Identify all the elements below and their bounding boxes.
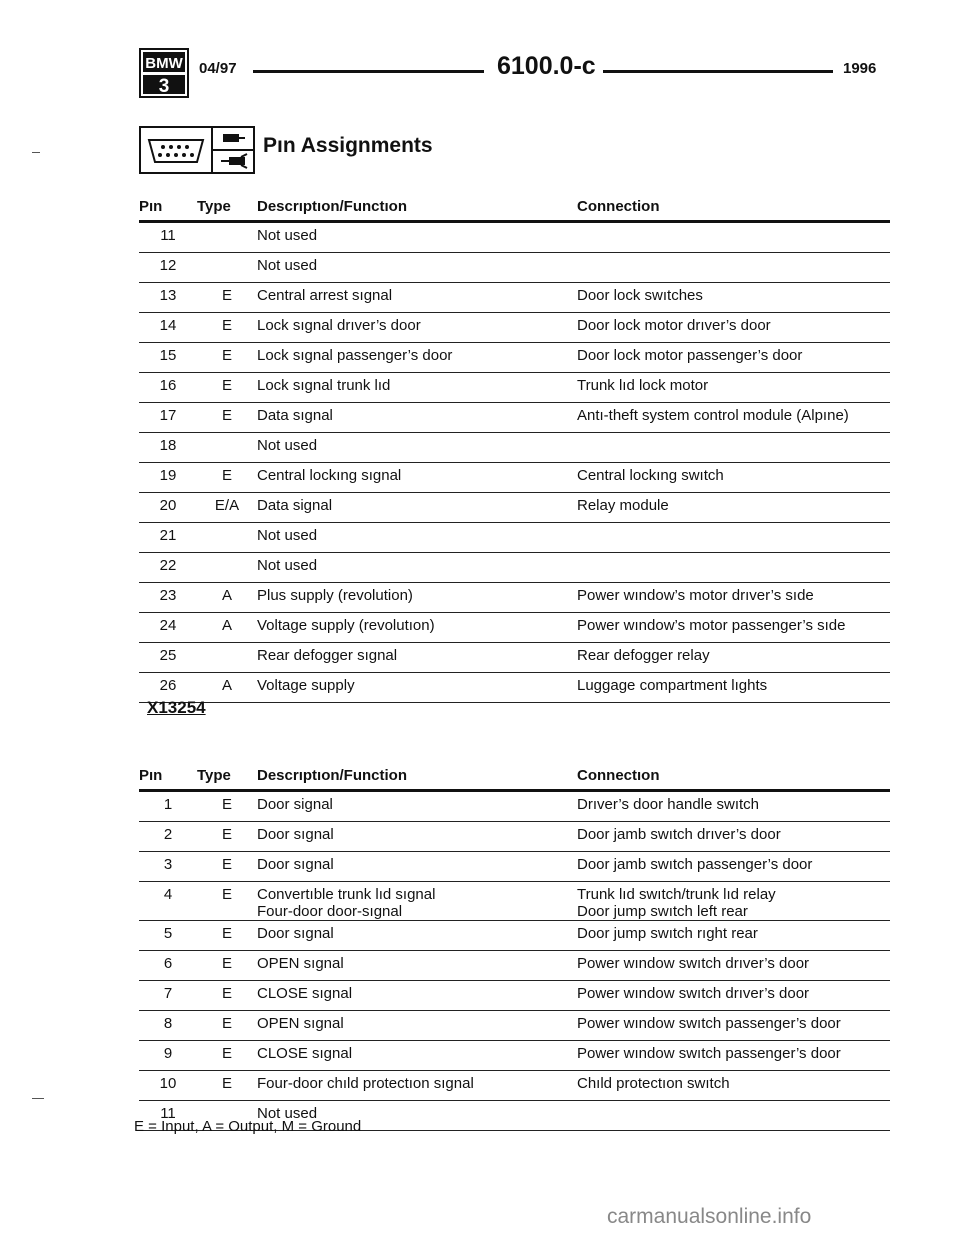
legend: E = Input, A = Output, M = Ground xyxy=(134,1118,362,1135)
type-cell: E xyxy=(197,791,257,822)
pin-cell: 25 xyxy=(139,643,197,673)
type-cell: E xyxy=(197,1041,257,1071)
table-row xyxy=(139,403,890,433)
connection-cell: Central lockıng swıtch xyxy=(577,463,890,493)
watermark: carmanualsonline.info xyxy=(607,1205,812,1228)
pin-cell: 22 xyxy=(139,553,197,583)
pin-cell: 18 xyxy=(139,433,197,463)
pin-cell: 13 xyxy=(139,283,197,313)
section-title: Pın Assignments xyxy=(263,134,433,157)
table-header-row xyxy=(139,196,890,222)
table-row xyxy=(139,433,890,463)
description-cell: OPEN sıgnal xyxy=(257,1011,577,1041)
type-cell xyxy=(197,553,257,583)
connection-cell: Luggage compartment lıghts xyxy=(577,673,890,703)
pin-cell: 5 xyxy=(139,921,197,951)
description-cell: Door sıgnal xyxy=(257,921,577,951)
pin-cell: 21 xyxy=(139,523,197,553)
table-row xyxy=(139,981,890,1011)
type-cell: A xyxy=(197,613,257,643)
pin-cell: 1 xyxy=(139,791,197,822)
type-cell: E xyxy=(197,1071,257,1101)
pin-cell: 2 xyxy=(139,822,197,852)
type-cell: E xyxy=(197,822,257,852)
table-row xyxy=(139,373,890,403)
table-header-row xyxy=(139,765,890,791)
header-rule xyxy=(253,70,484,73)
connector-icon xyxy=(139,126,213,174)
svg-text:3: 3 xyxy=(158,76,170,97)
connection-cell: Power wındow’s motor passenger’s sıde xyxy=(577,613,890,643)
col-pin: Pın xyxy=(139,766,163,784)
table-row xyxy=(139,882,890,921)
connection-cell xyxy=(577,222,890,253)
table-row xyxy=(139,222,890,253)
pin-assignment-table-1 xyxy=(139,196,890,703)
table-row xyxy=(139,283,890,313)
connection-cell: Power wındow’s motor drıver’s sıde xyxy=(577,583,890,613)
table-row xyxy=(139,822,890,852)
description-cell: CLOSE sıgnal xyxy=(257,981,577,1011)
pin-cell: 3 xyxy=(139,852,197,882)
description-cell: Door sıgnal xyxy=(257,852,577,882)
pin-cell: 6 xyxy=(139,951,197,981)
connection-cell: Door lock swıtches xyxy=(577,283,890,313)
description-cell: Not used xyxy=(257,253,577,283)
pin-cell: 14 xyxy=(139,313,197,343)
type-cell: E xyxy=(197,882,257,921)
type-cell: E xyxy=(197,313,257,343)
type-cell xyxy=(197,643,257,673)
description-cell: Door signal xyxy=(257,791,577,822)
table-row xyxy=(139,493,890,523)
type-cell: E xyxy=(197,403,257,433)
type-cell xyxy=(197,222,257,253)
table-row xyxy=(139,643,890,673)
description-cell: OPEN sıgnal xyxy=(257,951,577,981)
description-cell: CLOSE sıgnal xyxy=(257,1041,577,1071)
type-cell: E xyxy=(197,463,257,493)
connection-cell xyxy=(577,553,890,583)
table-row xyxy=(139,313,890,343)
description-cell: Four-door chıld protectıon sıgnal xyxy=(257,1071,577,1101)
pin-cell: 10 xyxy=(139,1071,197,1101)
description-cell: Not used xyxy=(257,553,577,583)
type-cell: E xyxy=(197,343,257,373)
bmw-3-series-logo-icon xyxy=(139,48,189,98)
connection-cell xyxy=(577,1101,890,1131)
connection-cell: Door jamb swıtch passenger’s door xyxy=(577,852,890,882)
table-row xyxy=(139,583,890,613)
table-row xyxy=(139,921,890,951)
type-cell xyxy=(197,433,257,463)
table-row xyxy=(139,1071,890,1101)
pin-cell: 26 xyxy=(139,673,197,703)
connection-cell: Power wındow swıtch passenger’s door xyxy=(577,1011,890,1041)
connection-cell: Power wındow swıtch drıver’s door xyxy=(577,981,890,1011)
description-cell: Lock sıgnal trunk lıd xyxy=(257,373,577,403)
table-row xyxy=(139,791,890,822)
type-cell: E xyxy=(197,921,257,951)
type-cell xyxy=(197,523,257,553)
description-cell: Not used xyxy=(257,523,577,553)
connection-cell xyxy=(577,523,890,553)
description-cell: Rear defogger sıgnal xyxy=(257,643,577,673)
pin-cell: 7 xyxy=(139,981,197,1011)
svg-text:BMW: BMW xyxy=(145,55,183,72)
type-cell: E xyxy=(197,1011,257,1041)
connection-cell: Antı-theft system control module (Alpıne) xyxy=(577,403,890,433)
description-cell: Lock sıgnal drıver’s door xyxy=(257,313,577,343)
type-cell: E/A xyxy=(197,493,257,523)
type-cell: E xyxy=(197,852,257,882)
description-cell: Not used xyxy=(257,433,577,463)
col-connection: Connectıon xyxy=(577,766,660,784)
pin-cell: 9 xyxy=(139,1041,197,1071)
col-pin: Pın xyxy=(139,197,163,215)
page-header xyxy=(0,48,960,98)
description-cell: Door sıgnal xyxy=(257,822,577,852)
margin-mark xyxy=(32,152,40,153)
connection-cell: Chıld protectıon swıtch xyxy=(577,1071,890,1101)
col-description: Descrıptıon/Function xyxy=(257,766,407,784)
connection-cell: Trunk lıd lock motor xyxy=(577,373,890,403)
connection-cell: Power wındow swıtch drıver’s door xyxy=(577,951,890,981)
type-cell: E xyxy=(197,981,257,1011)
pin-cell: 15 xyxy=(139,343,197,373)
document-number: 6100.0-c xyxy=(497,52,596,80)
connector-label: X13254 xyxy=(147,698,206,717)
connection-cell: Drıver’s door handle swıtch xyxy=(577,791,890,822)
connection-cell: Relay module xyxy=(577,493,890,523)
pin-cell: 17 xyxy=(139,403,197,433)
connection-cell: Door lock motor passenger’s door xyxy=(577,343,890,373)
pin-cell: 11 xyxy=(139,1101,197,1131)
header-date: 04/97 xyxy=(199,60,237,77)
type-cell: A xyxy=(197,673,257,703)
description-cell: Voltage supply xyxy=(257,673,577,703)
connection-cell: Door jump swıtch rıght rear xyxy=(577,921,890,951)
description-cell: Not used xyxy=(257,222,577,253)
col-type: Type xyxy=(197,197,231,215)
description-cell: Central lockıng sıgnal xyxy=(257,463,577,493)
table-row xyxy=(139,673,890,703)
type-cell: E xyxy=(197,373,257,403)
pin-cell: 20 xyxy=(139,493,197,523)
table-row xyxy=(139,951,890,981)
type-cell: E xyxy=(197,951,257,981)
table-row xyxy=(139,463,890,493)
pin-assignment-table-2 xyxy=(139,765,890,1131)
pin-cell: 24 xyxy=(139,613,197,643)
description-cell: Central arrest sıgnal xyxy=(257,283,577,313)
table-row xyxy=(139,613,890,643)
connection-cell: Trunk lıd swıtch/trunk lıd relay Door jump swıtch left rear xyxy=(577,882,890,921)
col-description: Descrıptıon/Functıon xyxy=(257,197,407,215)
table-row xyxy=(139,253,890,283)
description-cell: Plus supply (revolution) xyxy=(257,583,577,613)
table-row xyxy=(139,343,890,373)
table-row xyxy=(139,553,890,583)
margin-mark xyxy=(32,1098,44,1099)
type-cell xyxy=(197,253,257,283)
description-cell: Data sıgnal xyxy=(257,403,577,433)
pin-cell: 23 xyxy=(139,583,197,613)
pin-cell: 19 xyxy=(139,463,197,493)
type-cell: A xyxy=(197,583,257,613)
pin-cell: 8 xyxy=(139,1011,197,1041)
table-row xyxy=(139,1041,890,1071)
description-cell: Data signal xyxy=(257,493,577,523)
connection-cell: Door jamb swıtch drıver’s door xyxy=(577,822,890,852)
col-type: Type xyxy=(197,766,231,784)
header-year: 1996 xyxy=(843,60,877,77)
col-connection: Connection xyxy=(577,197,660,215)
plug-pin-icon xyxy=(213,126,255,174)
header-rule xyxy=(603,70,833,73)
pin-cell: 16 xyxy=(139,373,197,403)
table-row xyxy=(139,1011,890,1041)
connection-cell: Rear defogger relay xyxy=(577,643,890,673)
connection-cell xyxy=(577,433,890,463)
description-cell: Lock sıgnal passenger’s door xyxy=(257,343,577,373)
table-row xyxy=(139,852,890,882)
pin-cell: 11 xyxy=(139,222,197,253)
connection-cell: Door lock motor drıver’s door xyxy=(577,313,890,343)
connection-cell xyxy=(577,253,890,283)
type-cell: E xyxy=(197,283,257,313)
description-cell: Not used xyxy=(257,1101,577,1131)
pin-cell: 12 xyxy=(139,253,197,283)
pin-cell: 4 xyxy=(139,882,197,921)
connection-cell: Power wındow swıtch passenger’s door xyxy=(577,1041,890,1071)
description-cell: Voltage supply (revolutıon) xyxy=(257,613,577,643)
description-cell: Convertıble trunk lıd sıgnal Four-door door-sıgnal xyxy=(257,882,577,921)
table-row xyxy=(139,523,890,553)
